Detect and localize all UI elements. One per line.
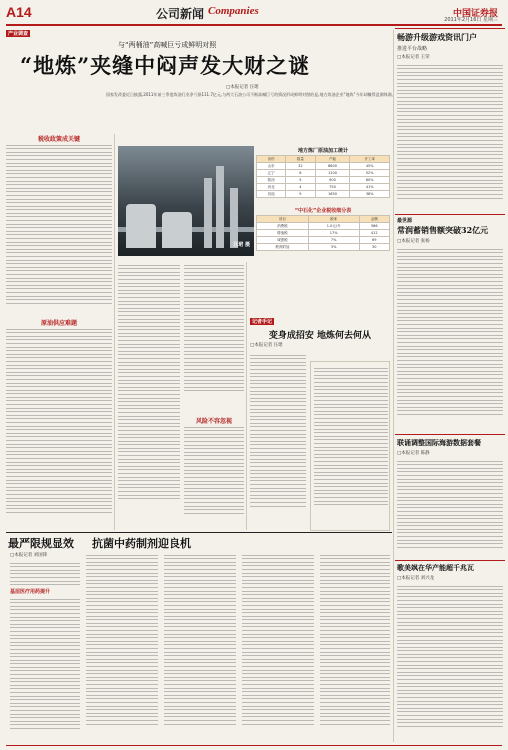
story3-byline: □本报记者 陈静 [397, 451, 430, 456]
story-tag: 产业调查 [8, 31, 29, 37]
table-cell: 教育附加 [257, 244, 309, 251]
table-row [257, 244, 390, 251]
story1-headline: 畅游升级游戏资讯门户 [397, 32, 477, 42]
table-row [257, 184, 390, 191]
table-cell: 52% [350, 170, 390, 177]
table-cell: 增值税 [257, 230, 309, 237]
table-row [257, 170, 390, 177]
table-cell: 1650 [315, 191, 350, 198]
table-cell: 4 [286, 184, 315, 191]
table-cell: 750 [315, 184, 350, 191]
story2-headline: 常润蓄销售额突破32亿元 [397, 225, 489, 235]
table-header-cell: 省份 [257, 156, 286, 163]
refinery-table-title: 地方炼厂原油加工统计 [256, 146, 390, 155]
table-cell: 5 [286, 177, 315, 184]
bottom-text-col1b [10, 596, 80, 742]
story2-text [397, 246, 503, 432]
main-byline: □本报记者 汪珺 [226, 85, 259, 90]
refinery-illustration [118, 146, 254, 256]
table-row [257, 163, 390, 170]
table-cell: 7% [308, 237, 359, 244]
table-cell: 1200 [315, 170, 350, 177]
bottom-text-col2 [86, 552, 158, 742]
table-cell: 17% [308, 230, 359, 237]
story2-kicker: 最世源 [397, 218, 413, 224]
refinery-table [256, 146, 390, 198]
subhead-2: 原油供应难题 [40, 320, 77, 327]
table-row [257, 177, 390, 184]
bottom-byline: □本报记者 刘国锋 [10, 553, 48, 558]
story1-byline: □本报记者 王荣 [397, 55, 430, 60]
masthead-logo: 中国证券报 [452, 9, 498, 19]
table-cell: 32 [286, 163, 315, 170]
notes-tag: 记者手记 [252, 319, 273, 325]
table-cell: 38% [350, 191, 390, 198]
story4-byline: □本报记者 刘兴龙 [397, 576, 435, 581]
table-cell: 1.0元/升 [308, 223, 359, 230]
table-cell: 陕西 [257, 177, 286, 184]
table-cell: 60% [350, 177, 390, 184]
table-header-cell: 金额 [359, 216, 389, 223]
notes-sidebar-box [310, 361, 390, 531]
story3-text [397, 458, 503, 558]
main-lead: 国家发改委近日披露,2011年前三季度炼油行业净亏损111.7亿元,与两大石油公司不断高喊巨亏的情况形成鲜明对照的是,地方炼油企业“地炼”今年却赚得盆满钵满。 [106, 92, 396, 97]
table-row [257, 237, 390, 244]
table-header-cell: 数量 [286, 156, 315, 163]
table-cell: 6800 [315, 163, 350, 170]
section-title-english: Companies [208, 5, 259, 17]
page-number: A14 [6, 4, 32, 20]
main-text-col3 [184, 262, 244, 412]
main-text-col2 [118, 262, 180, 530]
bottom-text-col3 [164, 552, 236, 742]
table-header-cell: 产能 [315, 156, 350, 163]
bottom-text-col5 [320, 552, 390, 742]
tax-table-title: “中石化”企业税收细分表 [256, 206, 390, 215]
date-line: 2011年2月16日 星期三 [444, 17, 498, 23]
tax-table [256, 206, 390, 251]
table-cell: 69 [359, 237, 389, 244]
story4-text [397, 583, 503, 741]
bottom-headline-1: 最严限规显效 [8, 537, 74, 550]
main-headline: “地炼”夹缝中闷声发大财之谜 [20, 53, 311, 78]
table-cell: 城建税 [257, 237, 309, 244]
bottom-text-col4 [242, 552, 314, 742]
table-cell: 辽宁 [257, 170, 286, 177]
table-row [257, 223, 390, 230]
story2-byline: □本报记者 张杨 [397, 239, 430, 244]
story1-text [397, 62, 503, 212]
table-cell: 其他 [257, 191, 286, 198]
table-cell: 消费税 [257, 223, 309, 230]
section-title: 公司新闻 [156, 7, 205, 21]
table-row [257, 230, 390, 237]
story-deck: 与“两桶油”高喊巨亏成鲜明对照 [118, 41, 217, 49]
table-header-cell: 税率 [308, 216, 359, 223]
story4-headline: 歌美飒在华产能超千兆瓦 [397, 563, 474, 572]
table-cell: 41% [350, 184, 390, 191]
table-cell: 6 [286, 170, 315, 177]
table-cell: 900 [315, 177, 350, 184]
table-cell: 30 [359, 244, 389, 251]
bottom-text-col1 [10, 560, 80, 586]
table-cell: 山东 [257, 163, 286, 170]
table-header-cell: 项目 [257, 216, 309, 223]
main-text-col3b [184, 424, 244, 530]
table-header-cell: 开工率 [350, 156, 390, 163]
image-caption: 汪珺 摄 [233, 242, 250, 248]
bottom-subhead: 基层医疗用药提升 [10, 589, 51, 595]
page-header [6, 4, 502, 26]
table-cell: 3% [308, 244, 359, 251]
bottom-headline-2: 抗菌中药制剂迎良机 [92, 537, 191, 550]
story1-subhead: 推进平台战略 [397, 46, 428, 52]
notes-text-col1 [250, 352, 306, 530]
table-cell: 586 [359, 223, 389, 230]
table-cell: 412 [359, 230, 389, 237]
table-cell: 9 [286, 191, 315, 198]
notes-headline: 变身成招安 地炼何去何从 [268, 331, 372, 341]
table-row [257, 191, 390, 198]
notes-byline: □本报记者 汪珺 [250, 343, 283, 348]
table-cell: 45% [350, 163, 390, 170]
subhead-3: 风险不容忽视 [195, 418, 232, 425]
subhead-1: 税收政策成关键 [37, 136, 80, 143]
main-text-col1b [6, 326, 112, 530]
main-text-col1 [6, 142, 112, 314]
table-cell: 河北 [257, 184, 286, 191]
story3-headline: 联诵调整国际海游数据套餐 [397, 438, 481, 447]
